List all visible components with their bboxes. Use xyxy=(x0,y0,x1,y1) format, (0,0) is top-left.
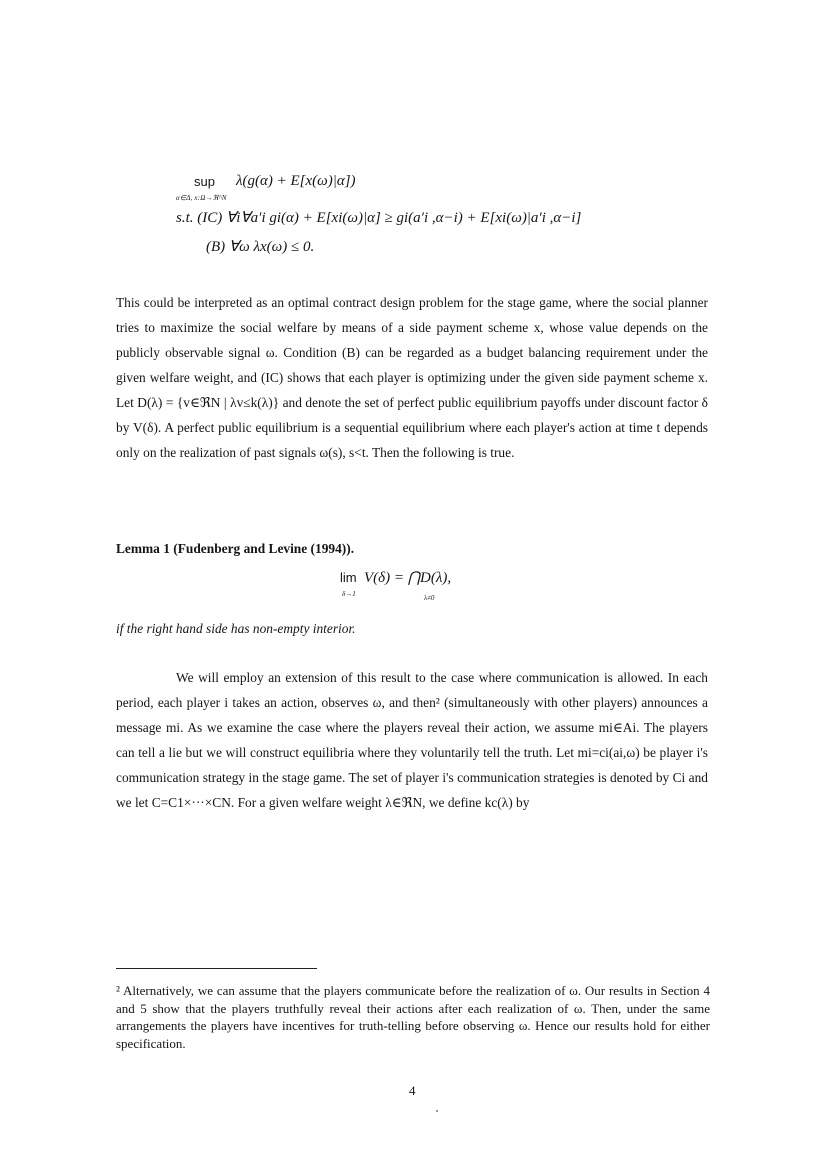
footnote-2: ² Alternatively, we can assume that the players communicate before the realization of ω. Our results in Section 4 and 5 show that the players truthfully reveal their actions after each realization of ω. Then, under the same arrangements the players have incentives for truth-telling before observing ω. Hence our results hold for either specification. xyxy=(116,983,710,1051)
scan-speck xyxy=(436,1110,438,1112)
lemma-heading: Lemma 1 (Fudenberg and Levine (1994)). xyxy=(116,541,355,556)
budget-constraint: (B) ∀ω λx(ω) ≤ 0. xyxy=(206,239,315,255)
sup-operator: sup xyxy=(194,174,215,189)
sup-subscript: α∈Δ, x:Ω→ℜ^N xyxy=(176,194,227,202)
ic-constraint: s.t. (IC) ∀i∀a′i gi(α) + E[xi(ω)|α] ≥ gi(a′i ,α−i) + E[xi(ω)|a′i ,α−i] xyxy=(176,210,582,226)
intersection-subscript: λ≠0 xyxy=(424,594,435,602)
lim-subscript: δ→1 xyxy=(342,590,356,598)
optimization-problem xyxy=(176,168,696,260)
lemma-condition: if the right hand side has non-empty interior. xyxy=(116,621,356,636)
paragraph-communication-text: We will employ an extension of this result to the case where communication is allowed. In each period, each player i takes an action, observes ω, and then² (simultaneously with other players) announces a message mi. As we examine the case where the players reveal their action, we assume mi∈Ai. The players can tell a lie but we will construct equilibria where they voluntarily tell the truth. Let mi=ci(ai,ω) be player i's communication strategy in the stage game. The set of player i's communication strategies is denoted by Ci and we let C=C1×···×CN. For a given welfare weight λ∈ℜN, we define kc(λ) by xyxy=(116,670,708,810)
lemma-equation xyxy=(340,564,500,608)
paragraph-communication xyxy=(116,665,708,815)
page-number: 4 xyxy=(409,1083,416,1098)
lemma-expression: V(δ) = ⋂D(λ), xyxy=(364,570,452,586)
lim-operator: lim xyxy=(340,570,357,585)
objective-function: λ(g(α) + E[x(ω)|α]) xyxy=(236,173,356,189)
paragraph-contract-design: This could be interpreted as an optimal contract design problem for the stage game, where the social planner tries to maximize the social welfare by means of a side payment scheme x, whose value depends on the publicly observable signal ω. Condition (B) can be regarded as a budget balancing requirement under the given welfare weight, and (IC) shows that each player is optimizing under the given side payment scheme x. Let D(λ) = {v∈ℜN | λv≤k(λ)} and denote the set of perfect public equilibrium payoffs under discount factor δ by V(δ). A perfect public equilibrium is a sequential equilibrium where each player's action at time t depends only on the realization of past signals ω(s), s<t. Then the following is true. xyxy=(116,295,708,460)
footnote-rule xyxy=(116,968,317,969)
